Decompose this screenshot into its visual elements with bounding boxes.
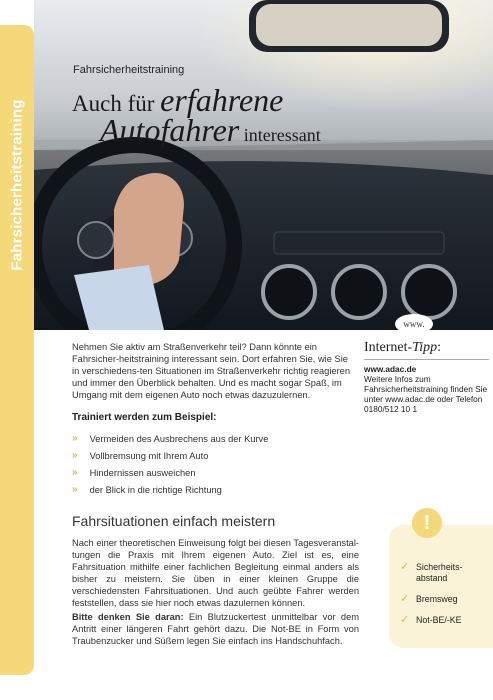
- tip-site-link[interactable]: www.adac.de: [364, 364, 417, 374]
- section-heading: Fahrsituationen einfach meistern: [72, 513, 276, 529]
- para-rest: Ein Blutzuckertest unmittelbar vor dem Antritt einer längeren Fahrt gehört dazu. Die Not-BE in Form von Traubenzucker und Süßem legen Sie einfach ins Handschuhfach.: [72, 612, 360, 646]
- training-heading: Trainiert werden zum Beispiel:: [72, 412, 217, 423]
- list-item: [72, 481, 268, 498]
- tip-text: Weitere Infos zum Fahrsicherheitstraining finden Sie unter www.adac.de oder Telefon 0180/512 10 1: [364, 374, 488, 414]
- list-item: [72, 430, 268, 447]
- chevron-right-icon: »: [72, 467, 78, 478]
- list-item: [72, 447, 268, 464]
- side-tab: [0, 25, 34, 675]
- check-icon: ✓: [400, 614, 410, 626]
- para-bold-lead: Bitte denken Sie daran:: [72, 612, 184, 622]
- section-paragraph-1: Nach einer theoretischen Einweisung folgt bei diesen Tagesveranstal-tungen die Praxis mit Ihrem eigenen Auto. Ziel ist es, eine Fahrsituation mithilfe einer fachlichen Begleitung einmal anders als bisher zu meistern. Sie üben in einer kleinen Gruppe die verschiedensten Fahrsituationen. Und auch geübte Fahrer werden feststellen, dass sie hier noch etwas dazulernen können.: [72, 538, 359, 608]
- tip-divider: [364, 359, 489, 360]
- title-italic-1: erfahrene: [160, 82, 284, 118]
- kicker: Fahrsicherheitstraining: [73, 64, 185, 76]
- tip-title-italic: Tipp: [412, 340, 438, 355]
- training-list: [72, 430, 268, 498]
- checklist-item-label: Bremsweg: [416, 594, 458, 604]
- hero-image: [34, 0, 493, 330]
- title-suffix: interessant: [239, 125, 321, 145]
- tip-title-suffix: :: [437, 340, 441, 355]
- intro-paragraph: Nehmen Sie aktiv am Straßenverkehr teil? Dann könnte ein Fahrsicher-heitstraining interessant sein. Dort erfahren Sie, wie Sie in verschiedens-ten Situationen im Straßenverkehr richtig reagieren und immer den Überblick behalten. Und es macht sogar Spaß, im Umgang mit dem eigenen Auto noch etwas dazuzulernen.: [72, 342, 351, 400]
- chevron-right-icon: »: [72, 433, 78, 444]
- section-paragraph-2: [72, 611, 359, 647]
- chevron-right-icon: »: [72, 450, 78, 461]
- checklist: [396, 562, 476, 631]
- page-title-line2: [100, 112, 321, 149]
- check-icon: ✓: [400, 593, 410, 605]
- tip-body: [364, 364, 489, 414]
- tip-title-prefix: Internet-: [364, 340, 413, 355]
- list-item: [72, 464, 268, 481]
- checklist-item-label: Sicherheits-abstand: [416, 562, 463, 583]
- car-interior-illustration: [34, 0, 493, 330]
- www-badge: www.: [395, 314, 433, 334]
- exclamation-icon: !: [412, 508, 442, 538]
- list-item-label: der Blick in die richtige Richtung: [89, 484, 222, 495]
- checklist-item: [396, 594, 476, 615]
- internet-tip-box: [364, 340, 489, 414]
- check-icon: ✓: [400, 561, 410, 573]
- internet-tip-title: [364, 340, 489, 356]
- side-tab-label: Fahrsicherheitstraining: [8, 99, 26, 271]
- list-item-label: Vollbremsung mit Ihrem Auto: [89, 450, 209, 461]
- title-prefix: Auch für: [72, 91, 161, 116]
- chevron-right-icon: »: [72, 484, 78, 495]
- list-item-label: Vermeiden des Ausbrechens aus der Kurve: [89, 433, 269, 444]
- title-italic-2: Autofahrer: [100, 112, 240, 148]
- list-item-label: Hindernissen ausweichen: [89, 467, 196, 478]
- side-tab-text-holder: [4, 85, 30, 285]
- checklist-item: [396, 562, 476, 594]
- checklist-item-label: Not-BE/-KE: [416, 615, 462, 625]
- checklist-item: [396, 615, 476, 631]
